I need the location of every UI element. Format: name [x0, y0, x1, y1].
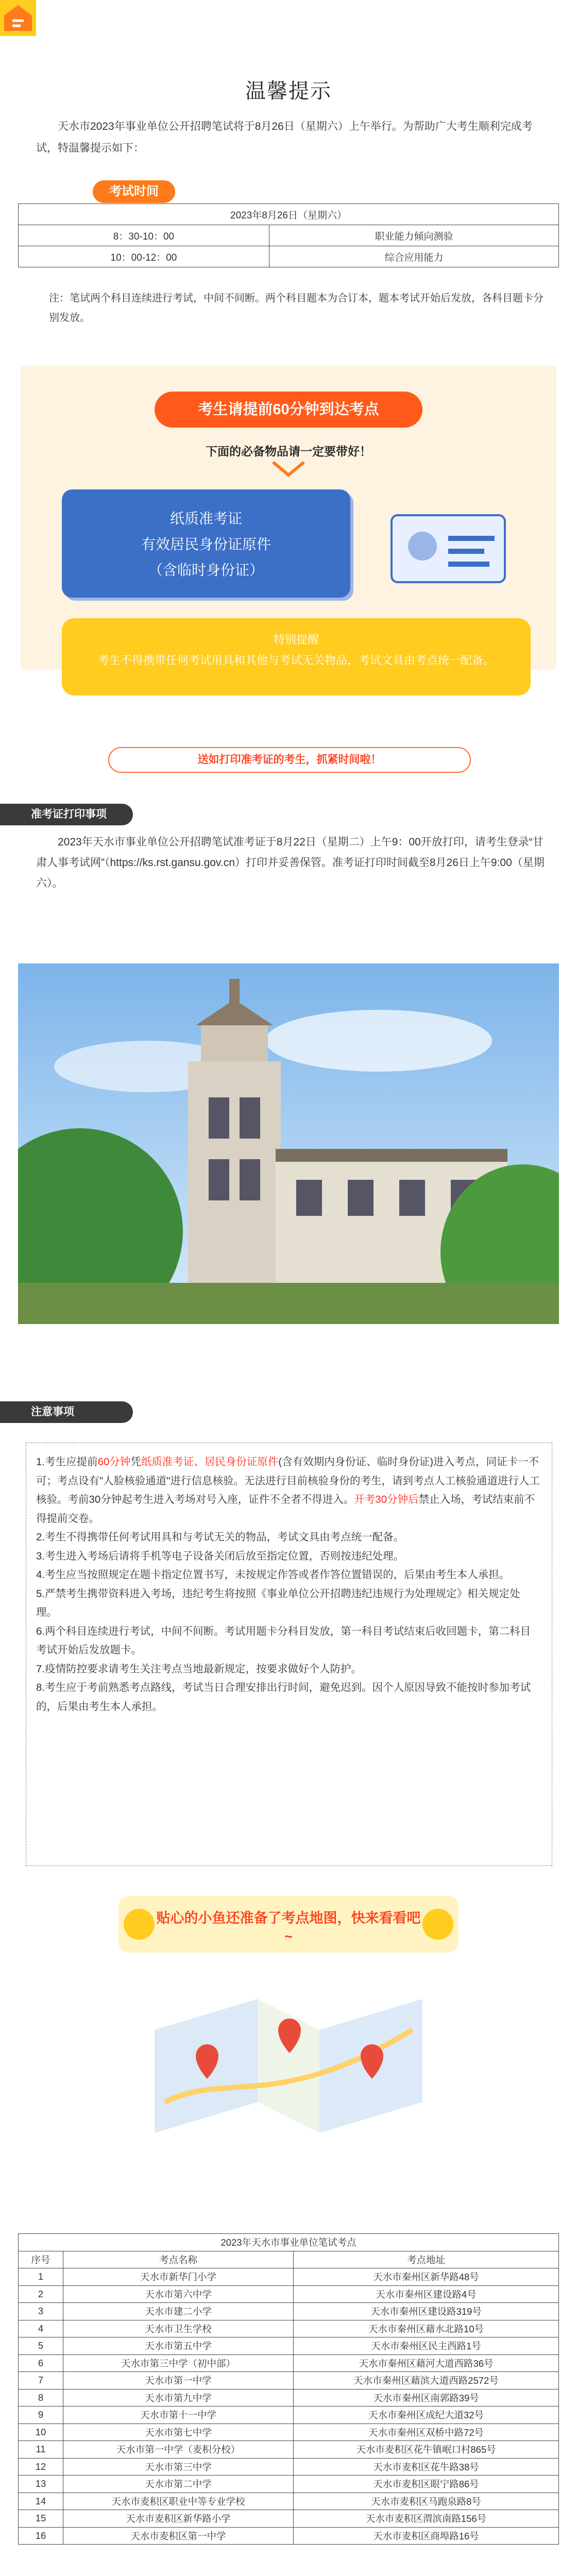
table-row	[19, 2493, 559, 2510]
table-row	[19, 2441, 559, 2459]
print-section-tag: 准考证打印事项	[0, 804, 133, 825]
site-address-cell: 天水市麦积区渭滨南路156号	[294, 2510, 559, 2528]
exam-date: 2023年8月26日（星期六）	[19, 204, 559, 225]
site-address-cell: 天水市秦州区建设路319号	[294, 2303, 559, 2320]
notice-item-text: 6.两个科目连续进行考试，中间不间断。考试用题卡分科目发放，第一科目考试结束后收回题卡，第二科目考试开始后发放题卡。	[36, 1625, 531, 1656]
table-row	[19, 2337, 559, 2355]
site-index-cell: 13	[19, 2476, 63, 2493]
notice-item-text: 2.考生不得携带任何考试用具和与考试无关的物品，考试文具由考点统一配备。	[36, 1531, 404, 1543]
site-address-cell: 天水市秦州区建设路4号	[294, 2285, 559, 2303]
notice-list	[36, 1453, 541, 1716]
notice-item-text: 禁止入场，考试结束前不得提前交卷。	[36, 1494, 535, 1524]
site-name-cell: 天水市第三中学	[63, 2458, 294, 2476]
site-index-cell: 2	[19, 2285, 63, 2303]
notice-item-text: 8.考生应于考前熟悉考点路线，考试当日合理安排出行时间，避免迟到。因个人原因导致不能按时参加考试的，后果由考生本人承担。	[36, 1682, 531, 1713]
arrow-down-icon	[268, 460, 309, 480]
exam-note: 注：笔试两个科目连续进行考试，中间不间断。两个科目题本为合订本，题本考试开始后发放，各科目题卡分别发放。	[49, 293, 544, 324]
table-row	[19, 2458, 559, 2476]
notice-item	[36, 1453, 541, 1528]
site-name-cell: 天水市第五中学	[63, 2337, 294, 2355]
site-name-cell: 天水市第十一中学	[63, 2406, 294, 2424]
table-row	[19, 2268, 559, 2286]
notice-item-text: 凭	[130, 1456, 141, 1468]
notice-item	[36, 1679, 541, 1716]
table-row	[19, 2285, 559, 2303]
site-index-cell: 10	[19, 2424, 63, 2441]
site-address-cell: 天水市麦积区花牛路38号	[294, 2458, 559, 2476]
site-name-cell: 天水市第三中学（初中部）	[63, 2354, 294, 2372]
print-text: 2023年天水市事业单位公开招聘笔试准考证于8月22日（星期二）上午9：00开放打印，请考生登录“甘肃人事考试网”（https://ks.rst.gansu.gov.cn）打印并妥善保管。准考证打印时间截至8月26日上午9:00（星期六）。	[36, 836, 545, 889]
notice-item	[36, 1585, 541, 1622]
exam-row-time: 10：00-12：00	[19, 246, 269, 267]
page-title: 温馨提示	[245, 80, 332, 103]
site-address-cell: 天水市秦州区藉河大道西路36号	[294, 2354, 559, 2372]
exam-time-label: 考试时间	[93, 180, 175, 203]
site-address-cell: 天水市秦州区藉滨大道西路2572号	[294, 2372, 559, 2389]
site-address-cell: 天水市麦积区花牛镇岷口村865号	[294, 2441, 559, 2459]
table-row	[19, 2303, 559, 2320]
notice-section-tag: 注意事项	[0, 1401, 133, 1423]
arrive-banner: 考生请提前60分钟到达考点	[155, 392, 422, 428]
site-address-cell: 天水市麦积区马跑泉路8号	[294, 2493, 559, 2510]
site-name-cell: 天水市第一中学	[63, 2372, 294, 2389]
table-row	[19, 2320, 559, 2337]
site-address-cell: 天水市麦积区商埠路16号	[294, 2527, 559, 2545]
table-row	[19, 2354, 559, 2372]
corner-decoration-icon	[0, 0, 36, 36]
documents-line: 有效居民身份证原件	[141, 536, 271, 552]
site-index-cell: 3	[19, 2303, 63, 2320]
site-index-cell: 4	[19, 2320, 63, 2337]
map-illustration	[124, 1968, 453, 2133]
special-reminder-text: 考生不得携带任何考试用具和其他与考试无关物品，考试文具由考点统一配备。	[97, 654, 495, 667]
site-name-cell: 天水市建二小学	[63, 2303, 294, 2320]
sites-header-address: 考点地址	[294, 2251, 559, 2268]
exam-row-subject: 综合应用能力	[269, 246, 558, 267]
sites-header-name: 考点名称	[63, 2251, 294, 2268]
site-index-cell: 9	[19, 2406, 63, 2424]
sites-table-caption: 2023年天水市事业单位笔试考点	[19, 2234, 559, 2251]
notice-item	[36, 1528, 541, 1547]
site-index-cell: 1	[19, 2268, 63, 2286]
site-index-cell: 8	[19, 2389, 63, 2406]
notice-item	[36, 1660, 541, 1679]
table-row	[19, 2476, 559, 2493]
notice-item-text: 开考30分钟后	[354, 1494, 419, 1505]
map-banner-text: 贴心的小鱼还准备了考点地图，快来看看吧~	[156, 1910, 421, 1944]
exam-time-table	[18, 204, 559, 267]
notice-item-text: 7.疫情防控要求请考生关注考点当地最新规定，按要求做好个人防护。	[36, 1663, 362, 1675]
site-name-cell: 天水市第九中学	[63, 2389, 294, 2406]
notice-item-text: 纸质准考证、居民身份证原件	[141, 1456, 279, 1468]
site-index-cell: 14	[19, 2493, 63, 2510]
notice-item-text: 60分钟	[97, 1456, 131, 1468]
table-row	[19, 2389, 559, 2406]
campus-building-photo	[18, 963, 559, 1324]
table-row	[19, 2527, 559, 2545]
exam-row-time: 8：30-10：00	[19, 225, 269, 246]
id-card-illustration-icon	[371, 495, 525, 598]
documents-line: 纸质准考证	[169, 511, 242, 527]
print-reminder-badge: 送如打印准考证的考生，抓紧时间啦！	[108, 747, 471, 773]
site-name-cell: 天水市新华门小学	[63, 2268, 294, 2286]
site-index-cell: 7	[19, 2372, 63, 2389]
site-address-cell: 天水市秦州区民主西路1号	[294, 2337, 559, 2355]
site-index-cell: 5	[19, 2337, 63, 2355]
notice-item-text: 4.考生应当按照规定在题卡指定位置书写，未按规定作答或者作答位置错误的，后果由考生本人承担。	[36, 1569, 510, 1581]
site-address-cell: 天水市秦州区成纪大道32号	[294, 2406, 559, 2424]
site-name-cell: 天水市麦积区第一中学	[63, 2527, 294, 2545]
site-name-cell: 天水市第六中学	[63, 2285, 294, 2303]
site-name-cell: 天水市第七中学	[63, 2424, 294, 2441]
site-address-cell: 天水市秦州区藉水北路10号	[294, 2320, 559, 2337]
site-address-cell: 天水市秦州区双桥中路72号	[294, 2424, 559, 2441]
notice-item	[36, 1622, 541, 1660]
site-index-cell: 12	[19, 2458, 63, 2476]
table-row	[19, 2406, 559, 2424]
site-address-cell: 天水市秦州区南郭路39号	[294, 2389, 559, 2406]
site-name-cell: 天水市麦积区职业中等专业学校	[63, 2493, 294, 2510]
site-name-cell: 天水市第二中学	[63, 2476, 294, 2493]
site-address-cell: 天水市秦州区新华路48号	[294, 2268, 559, 2286]
site-index-cell: 11	[19, 2441, 63, 2459]
notice-item-text: 1.考生应提前	[36, 1456, 98, 1468]
notice-item-text: 3.考生进入考场后请将手机等电子设备关闭后放至指定位置，否则按违纪处理。	[36, 1550, 404, 1562]
special-reminder-title: 特别提醒	[273, 633, 319, 646]
bring-items-text: 下面的必备物品请一定要带好！	[206, 445, 371, 458]
sites-header-index: 序号	[19, 2251, 63, 2268]
exam-sites-table	[18, 2233, 559, 2545]
site-address-cell: 天水市麦积区眼宁路86号	[294, 2476, 559, 2493]
site-index-cell: 16	[19, 2527, 63, 2545]
intro-paragraph: 天水市2023年事业单位公开招聘笔试将于8月26日（星期六）上午举行。为帮助广大考生顺利完成考试，特温馨提示如下：	[36, 121, 533, 154]
notice-item-text: (含有效期内身份证、临时身份证)进入考点，同证卡一不可；考点设有"人脸核验通道"进行信息核验。无法进行目前核验身份的考生，请到考点人工核验通道进行人工核验。考前30分钟起考生进入考场对号入座，证件不全者不得进入。	[36, 1456, 540, 1505]
table-row	[19, 2424, 559, 2441]
site-name-cell: 天水市麦积区新华路小学	[63, 2510, 294, 2528]
site-index-cell: 15	[19, 2510, 63, 2528]
site-name-cell: 天水市卫生学校	[63, 2320, 294, 2337]
documents-line: （含临时身份证）	[148, 562, 264, 578]
table-row	[19, 2510, 559, 2528]
exam-row-subject: 职业能力倾向测验	[269, 225, 558, 246]
table-row	[19, 2372, 559, 2389]
notice-item	[36, 1547, 541, 1566]
site-index-cell: 6	[19, 2354, 63, 2372]
notice-item	[36, 1566, 541, 1585]
notice-item-text: 5.严禁考生携带资料进入考场，违纪考生将按照《事业单位公开招聘违纪违规行为处理规定》相关规定处理。	[36, 1587, 520, 1618]
site-name-cell: 天水市第一中学（麦积分校）	[63, 2441, 294, 2459]
